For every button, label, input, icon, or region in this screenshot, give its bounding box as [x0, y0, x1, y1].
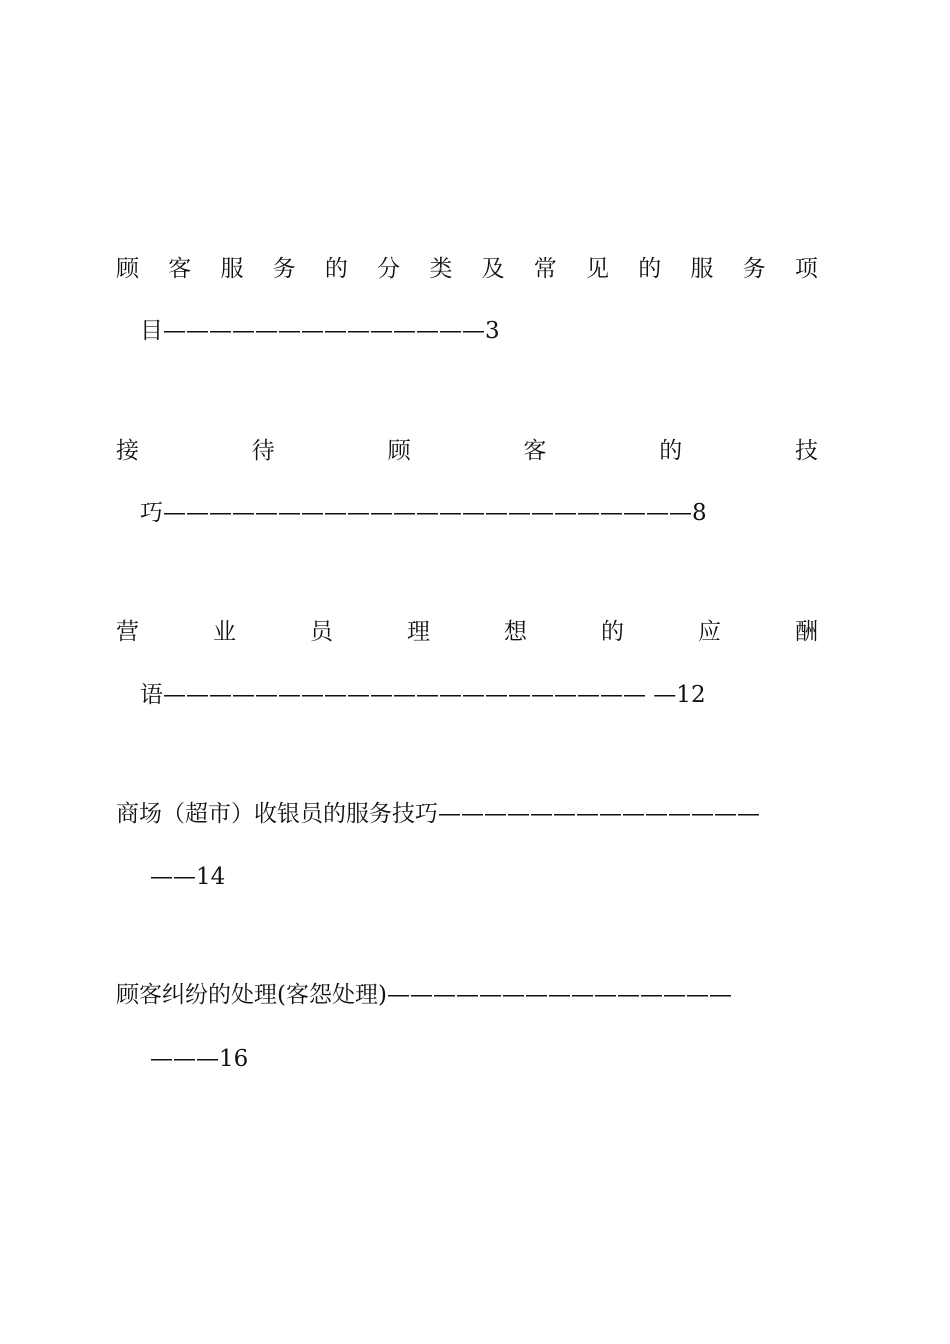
toc-entry3-char: 酬: [795, 619, 818, 645]
toc-entry1-char: 务: [272, 256, 296, 282]
toc-entry2-char: 待: [251, 438, 275, 464]
toc-entry3-char: 员: [310, 619, 333, 645]
toc-entry1-char: 分: [377, 256, 401, 282]
toc-entry2-char: 接: [116, 438, 139, 464]
toc-entry-4-line-2: ——14: [150, 864, 226, 890]
toc-entry1-char: 顾: [116, 256, 139, 282]
toc-entry1-char: 项: [794, 256, 818, 282]
toc-entry-4-text: 商场（超市）收银员的服务技巧——————————————: [116, 801, 760, 827]
toc-entry1-char: 务: [742, 256, 766, 282]
toc-entry3-char: 营: [116, 619, 139, 645]
toc-entry-3-line-2: 语————————————————————— —12: [140, 682, 706, 708]
toc-entry3-char: 想: [504, 619, 527, 645]
toc-entry3-char: 理: [407, 619, 430, 645]
toc-entry-5-line-2: ———16: [150, 1046, 249, 1072]
toc-entry1-char: 类: [429, 256, 453, 282]
toc-entry-4-line-1: [116, 799, 818, 829]
toc-entry2-char: 的: [659, 438, 683, 464]
toc-entry-1-line-2: 目——————————————3: [140, 318, 500, 344]
toc-entry3-char: 应: [698, 619, 721, 645]
toc-entry-2-line-1: [116, 436, 818, 466]
toc-entry1-char: 服: [220, 256, 244, 282]
toc-entry1-char: 常: [533, 256, 557, 282]
toc-entry2-char: 顾: [387, 438, 411, 464]
toc-entry1-char: 及: [481, 256, 505, 282]
toc-entry3-char: 业: [213, 619, 236, 645]
toc-entry-5-line-1: [116, 980, 818, 1010]
toc-entry2-char: 技: [794, 438, 818, 464]
toc-entry1-char: 的: [324, 256, 348, 282]
toc-entry-1-line-1: [116, 254, 818, 284]
toc-entry-5-text: 顾客纠纷的处理(客怨处理)———————————————: [116, 982, 732, 1008]
toc-entry1-char: 的: [638, 256, 662, 282]
toc-entry-3-line-1: [116, 617, 818, 647]
toc-entry2-char: 客: [523, 438, 547, 464]
toc-entry1-char: 客: [168, 256, 192, 282]
toc-entry1-char: 见: [585, 256, 609, 282]
toc-entry1-char: 服: [690, 256, 714, 282]
toc-entry-2-line-2: 巧———————————————————————8: [140, 500, 707, 526]
toc-entry3-char: 的: [601, 619, 624, 645]
